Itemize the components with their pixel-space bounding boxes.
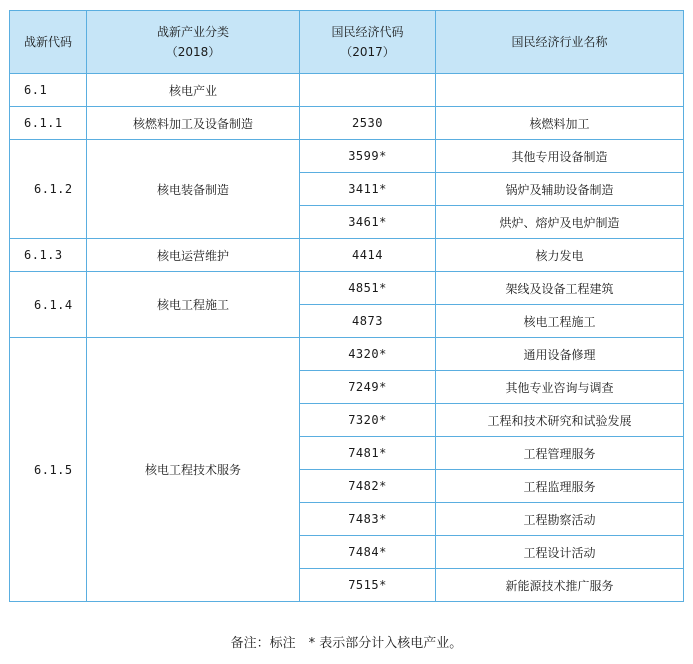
table-row	[10, 272, 684, 305]
strategic-code-cell: 6.1	[10, 74, 87, 107]
industry-name-cell: 工程监理服务	[436, 470, 684, 503]
header-national-code	[300, 11, 436, 74]
industry-name-cell: 其他专业咨询与调查	[436, 371, 684, 404]
national-code-cell: 7320*	[300, 404, 436, 437]
header-national-code-year: （2017）	[340, 45, 395, 59]
industry-name-cell: 核力发电	[436, 239, 684, 272]
header-national-code-title: 国民经济代码	[331, 25, 404, 39]
strategic-category-cell: 核燃料加工及设备制造	[87, 107, 300, 140]
header-strategic-category-year: （2018）	[165, 45, 221, 59]
national-code-cell: 7515*	[300, 569, 436, 602]
strategic-code-cell: 6.1.1	[10, 107, 87, 140]
national-code-cell: 7249*	[300, 371, 436, 404]
industry-name-cell: 工程管理服务	[436, 437, 684, 470]
strategic-category-cell: 核电工程技术服务	[87, 338, 300, 602]
industry-name-cell: 核燃料加工	[436, 107, 684, 140]
strategic-code-cell: 6.1.4	[10, 272, 87, 338]
national-code-cell: 4320*	[300, 338, 436, 371]
table-row	[10, 338, 684, 371]
strategic-category-cell: 核电工程施工	[87, 272, 300, 338]
strategic-category-cell: 核电运营维护	[87, 239, 300, 272]
national-code-cell: 7483*	[300, 503, 436, 536]
industry-name-cell	[436, 74, 684, 107]
header-strategic-code: 战新代码	[10, 11, 87, 74]
strategic-category-cell: 核电产业	[87, 74, 300, 107]
national-code-cell	[300, 74, 436, 107]
strategic-category-cell: 核电装备制造	[87, 140, 300, 239]
strategic-code-cell: 6.1.3	[10, 239, 87, 272]
header-strategic-category	[87, 11, 300, 74]
industry-name-cell: 通用设备修理	[436, 338, 684, 371]
table-row	[10, 74, 684, 107]
table-header-row	[10, 11, 684, 74]
national-code-cell: 3461*	[300, 206, 436, 239]
industry-name-cell: 新能源技术推广服务	[436, 569, 684, 602]
industry-name-cell: 工程设计活动	[436, 536, 684, 569]
header-industry-name: 国民经济行业名称	[436, 11, 684, 74]
table-row	[10, 107, 684, 140]
industry-name-cell: 其他专用设备制造	[436, 140, 684, 173]
table-row	[10, 239, 684, 272]
national-code-cell: 7481*	[300, 437, 436, 470]
table-body	[10, 74, 684, 602]
table-row	[10, 140, 684, 173]
industry-name-cell: 烘炉、熔炉及电炉制造	[436, 206, 684, 239]
strategic-code-cell: 6.1.2	[10, 140, 87, 239]
industry-name-cell: 核电工程施工	[436, 305, 684, 338]
industry-name-cell: 锅炉及辅助设备制造	[436, 173, 684, 206]
national-code-cell: 7484*	[300, 536, 436, 569]
national-code-cell: 3599*	[300, 140, 436, 173]
national-code-cell: 2530	[300, 107, 436, 140]
national-code-cell: 3411*	[300, 173, 436, 206]
national-code-cell: 4414	[300, 239, 436, 272]
header-strategic-category-title: 战新产业分类	[156, 25, 229, 39]
national-code-cell: 7482*	[300, 470, 436, 503]
industry-name-cell: 工程和技术研究和试验发展	[436, 404, 684, 437]
footnote: 备注：标注 * 表示部分计入核电产业。	[230, 636, 463, 651]
industry-name-cell: 工程勘察活动	[436, 503, 684, 536]
national-code-cell: 4851*	[300, 272, 436, 305]
classification-table	[9, 10, 684, 602]
industry-name-cell: 架线及设备工程建筑	[436, 272, 684, 305]
strategic-code-cell: 6.1.5	[10, 338, 87, 602]
national-code-cell: 4873	[300, 305, 436, 338]
